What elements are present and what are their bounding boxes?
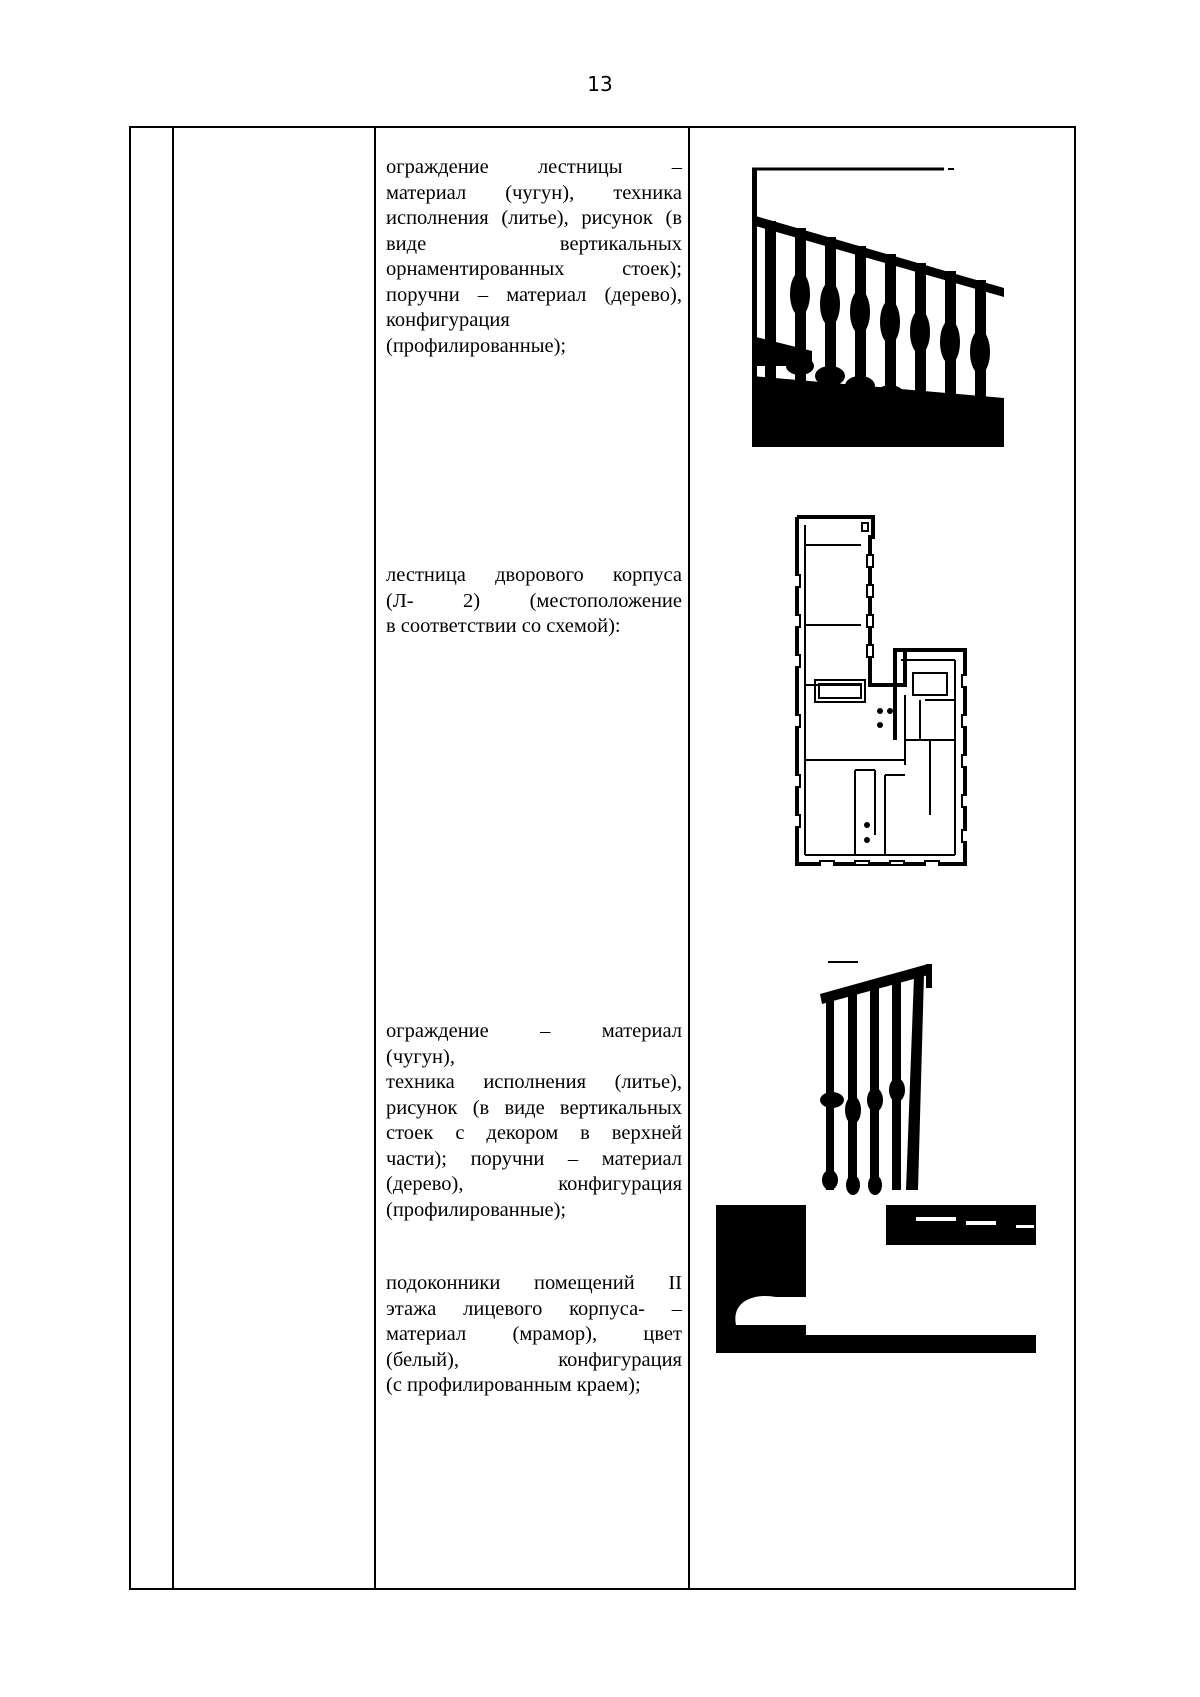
column-divider-3 [688,128,690,1588]
text-line: ограждение – материал [386,1020,682,1042]
text-line: (Л- 2) (местоположение [386,589,682,612]
column-divider-2 [374,128,376,1588]
text-line: конфигурация [386,309,510,331]
entry-staircase-railing-2 [386,1019,682,1223]
text-line: поручни – материал (дерево), [386,283,682,306]
text-line: стоек с декором в верхней [386,1122,682,1144]
marble-window-sill-photo [716,1205,1036,1353]
cast-iron-railing-photo [818,960,938,1200]
entry-staircase-railing-1 [386,155,682,359]
text-line: лестница дворового корпуса [386,564,682,586]
text-line: исполнения (литье), рисунок (в [386,207,682,229]
text-line: материал (мрамор), цвет [386,1323,682,1345]
staircase-balustrade-photo [752,166,1004,447]
page-number: 13 [587,72,613,96]
text-line: виде вертикальных [386,232,682,255]
text-line: (с профилированным краем); [386,1374,641,1396]
text-line: в соответствии со схемой): [386,615,621,637]
courtyard-building-floor-plan [795,515,967,866]
text-line: рисунок (в виде вертикальных [386,1096,682,1119]
text-line: орнаментированных стоек); [386,258,682,280]
text-line: этажа лицевого корпуса- – [386,1297,682,1320]
text-line: подоконники помещений II [386,1272,682,1294]
text-line: (профилированные); [386,1198,567,1221]
text-line: техника исполнения (литье), [386,1071,682,1093]
column-divider-1 [172,128,174,1588]
text-line: части); поручни – материал [386,1147,682,1170]
text-line: (белый), конфигурация [386,1348,682,1371]
text-line: (профилированные); [386,334,567,357]
text-line: ограждение лестницы – [386,156,682,178]
entry-window-sills [386,1271,682,1399]
text-line: (чугун), [386,1045,455,1068]
entry-courtyard-staircase [386,563,682,640]
text-line: материал (чугун), техника [386,181,682,204]
text-line: (дерево), конфигурация [386,1173,682,1195]
